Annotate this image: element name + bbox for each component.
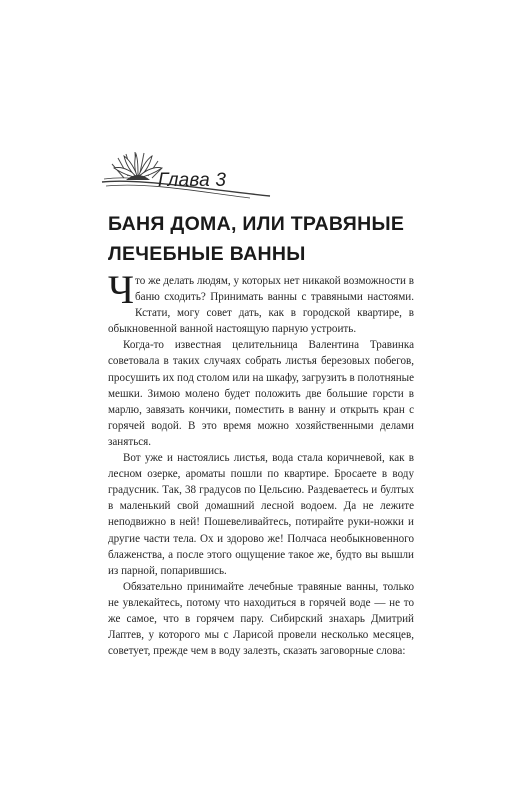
chapter-title-line: ЛЕЧЕБНЫЕ ВАННЫ (108, 243, 306, 265)
chapter-label: Глава 3 (158, 170, 227, 191)
chapter-header (100, 150, 280, 200)
chapter-title-line: БАНЯ ДОМА, ИЛИ ТРАВЯНЫЕ (108, 213, 405, 235)
paragraph: Вот уже и настоялись листья, вода стала коричневой, как в лесном озерке, ароматы пошли по квартире. Бросаете в воду градусник. Так, 38 градусов по Цельсию. Раздеваетесь и бултых в маленький свой домашний лесной водоем. Да не лежите неподвижно в ней! Пошевеливайтесь, потирайте руки-ножки и другие части тела. Ох и здорово же! Полчаса необыкновенного блаженства, а после этого ощущение такое же, будто вы вышли из парной, попарившись. (108, 452, 414, 577)
chapter-body (108, 267, 415, 659)
paragraph: Обязательно принимайте лечебные травяные ванны, только не увлекайтесь, потому что находиться в горячей воде — не то же самое, что в горячем пару. Сибирский знахарь Дмитрий Лаптев, у которого мы с Ларисой провели несколько месяцев, советует, прежде чем в воду залезть, сказать заговорные слова: (108, 580, 414, 658)
paragraph: Когда-то известная целительница Валентина Травинка советовала в таких случаях собрать листья березовых побегов, просушить их под столом или на шкафу, загрузить в полотняные мешки. Зимою молено будет положить две большие горсти в марлю, завязать кончики, поместить в ванну и открыть кран с горячей водой. В это время можно хозяйственными делами заняться. (108, 339, 415, 448)
chapter-title (108, 209, 428, 269)
paragraph (108, 267, 414, 337)
drop-cap: Ч (108, 267, 134, 312)
paragraph-text: то же делать людям, у которых нет никакой возможности в баню сходить? Принимать ванны с травяными настоями. Кстати, могу совет дать, как в городской квартире, в обыкновенной ванной настоящую парную устроить. (108, 275, 414, 336)
